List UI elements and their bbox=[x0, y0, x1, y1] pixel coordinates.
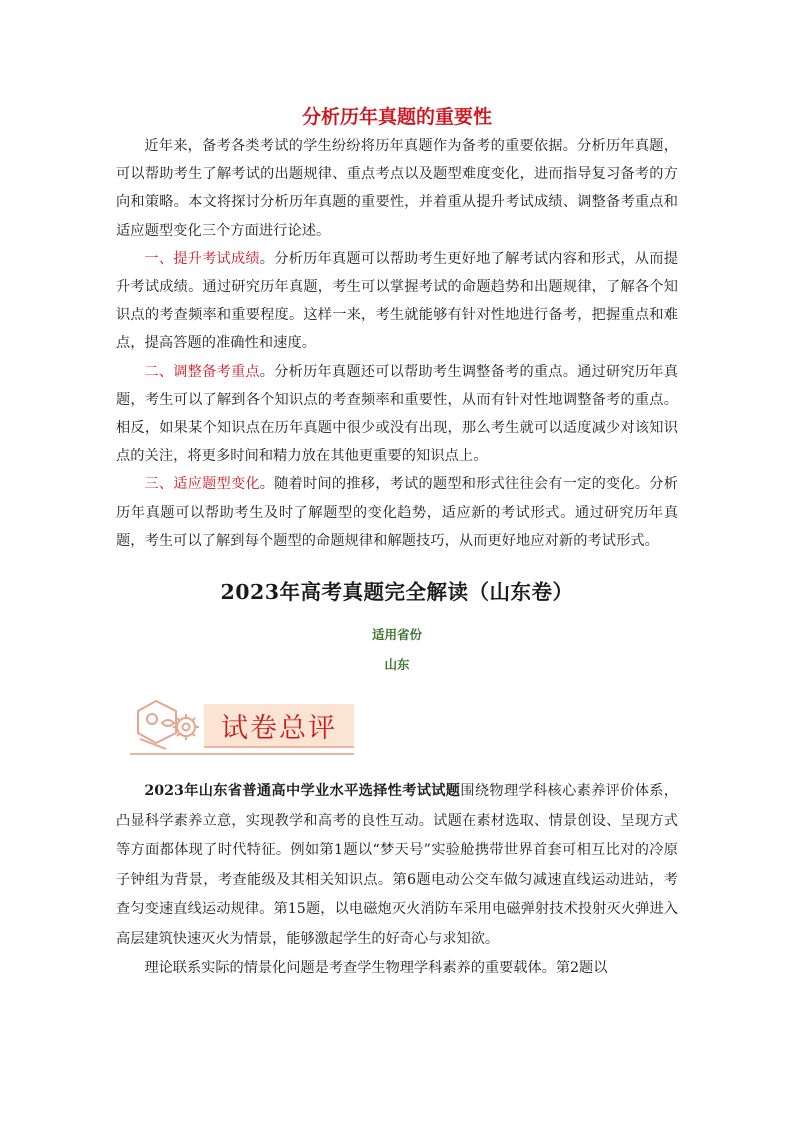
puzzle-gear-icon bbox=[130, 693, 210, 755]
point-2-body: 。分析历年真题还可以帮助考生调整备考的重点。通过研究历年真题，考生可以了解到各个知识点的考查频率和重要性，从而有针对性地调整备考的重点。相反，如果某个知识点在历年真题中很少或没有出现，那么考生就可以适度减少对该知识点的关注，将更多时间和精力放在其他更重要的知识点上。 bbox=[116, 363, 678, 465]
exam-title: 2023年高考真题完全解读（山东卷） bbox=[220, 580, 574, 605]
point-3 bbox=[116, 470, 678, 555]
review-section bbox=[116, 777, 678, 984]
section-banner bbox=[130, 693, 370, 755]
intro-paragraph: 近年来，备考各类考试的学生纷纷将历年真题作为备考的重要依据。分析历年真题，可以帮助考生了解考试的出题规律、重点考点以及题型难度变化，进而指导复习备考的方向和策略。本文将探讨分析历年真题的重要性，并着重从提升考试成绩、调整备考重点和适应题型变化三个方面进行论述。 bbox=[116, 138, 678, 239]
point-2 bbox=[116, 358, 678, 471]
intro-title: 分析历年真题的重要性 bbox=[301, 106, 492, 128]
review-paragraph-2: 理论联系实际的情景化问题是考查学生物理学科素养的重要载体。第2题以 bbox=[144, 960, 608, 977]
document-page bbox=[116, 104, 678, 984]
review-paragraph-1-body: 围绕物理学科核心素养评价体系，凸显科学素养立意，实现教学和高考的良性互动。试题在素材选取、情景创设、呈现方式等方面都体现了时代特征。例如第1题以“梦天号”实验舱携带世界首套可相互比对的冷原子钟组为背景，考查能级及其相关知识点。第6题电动公交车做匀减速直线运动进站，考查匀变速直线运动规律。第15题，以电磁炮灭火消防车采用电磁弹射技术投射灭火弹进入高层建筑快速灭火为情景，能够激起学生的好奇心与求知欲。 bbox=[116, 783, 678, 947]
point-3-heading: 三、适应题型变化 bbox=[144, 476, 260, 493]
province-name: 山东 bbox=[384, 657, 410, 673]
banner-label: 试卷总评 bbox=[221, 712, 337, 744]
point-3-body: 。随着时间的推移，考试的题型和形式往往会有一定的变化。分析历年真题可以帮助考生及时了解题型的变化趋势，适应新的考试形式。通过研究历年真题，考生可以了解到每个题型的命题规律和解题技巧，从而更好地应对新的考试形式。 bbox=[116, 476, 678, 549]
applicable-label: 适用省份 bbox=[371, 627, 422, 643]
point-1-heading: 一、提升考试成绩 bbox=[144, 250, 260, 267]
banner-label-box bbox=[204, 704, 354, 748]
review-lead-bold: 2023年山东省普通高中学业水平选择性考试试题 bbox=[144, 783, 461, 800]
point-1 bbox=[116, 245, 678, 358]
point-1-body: 。分析历年真题可以帮助考生更好地了解考试内容和形式，从而提升考试成绩。通过研究历年真题，考生可以掌握考试的命题趋势和出题规律，了解各个知识点的考查频率和重要程度。这样一来，考生就能够有针对性地进行备考，把握重点和难点，提高答题的准确性和速度。 bbox=[116, 250, 678, 352]
banner-underline bbox=[130, 753, 354, 755]
point-2-heading: 二、调整备考重点 bbox=[144, 363, 260, 380]
review-paragraph-1 bbox=[116, 777, 678, 954]
